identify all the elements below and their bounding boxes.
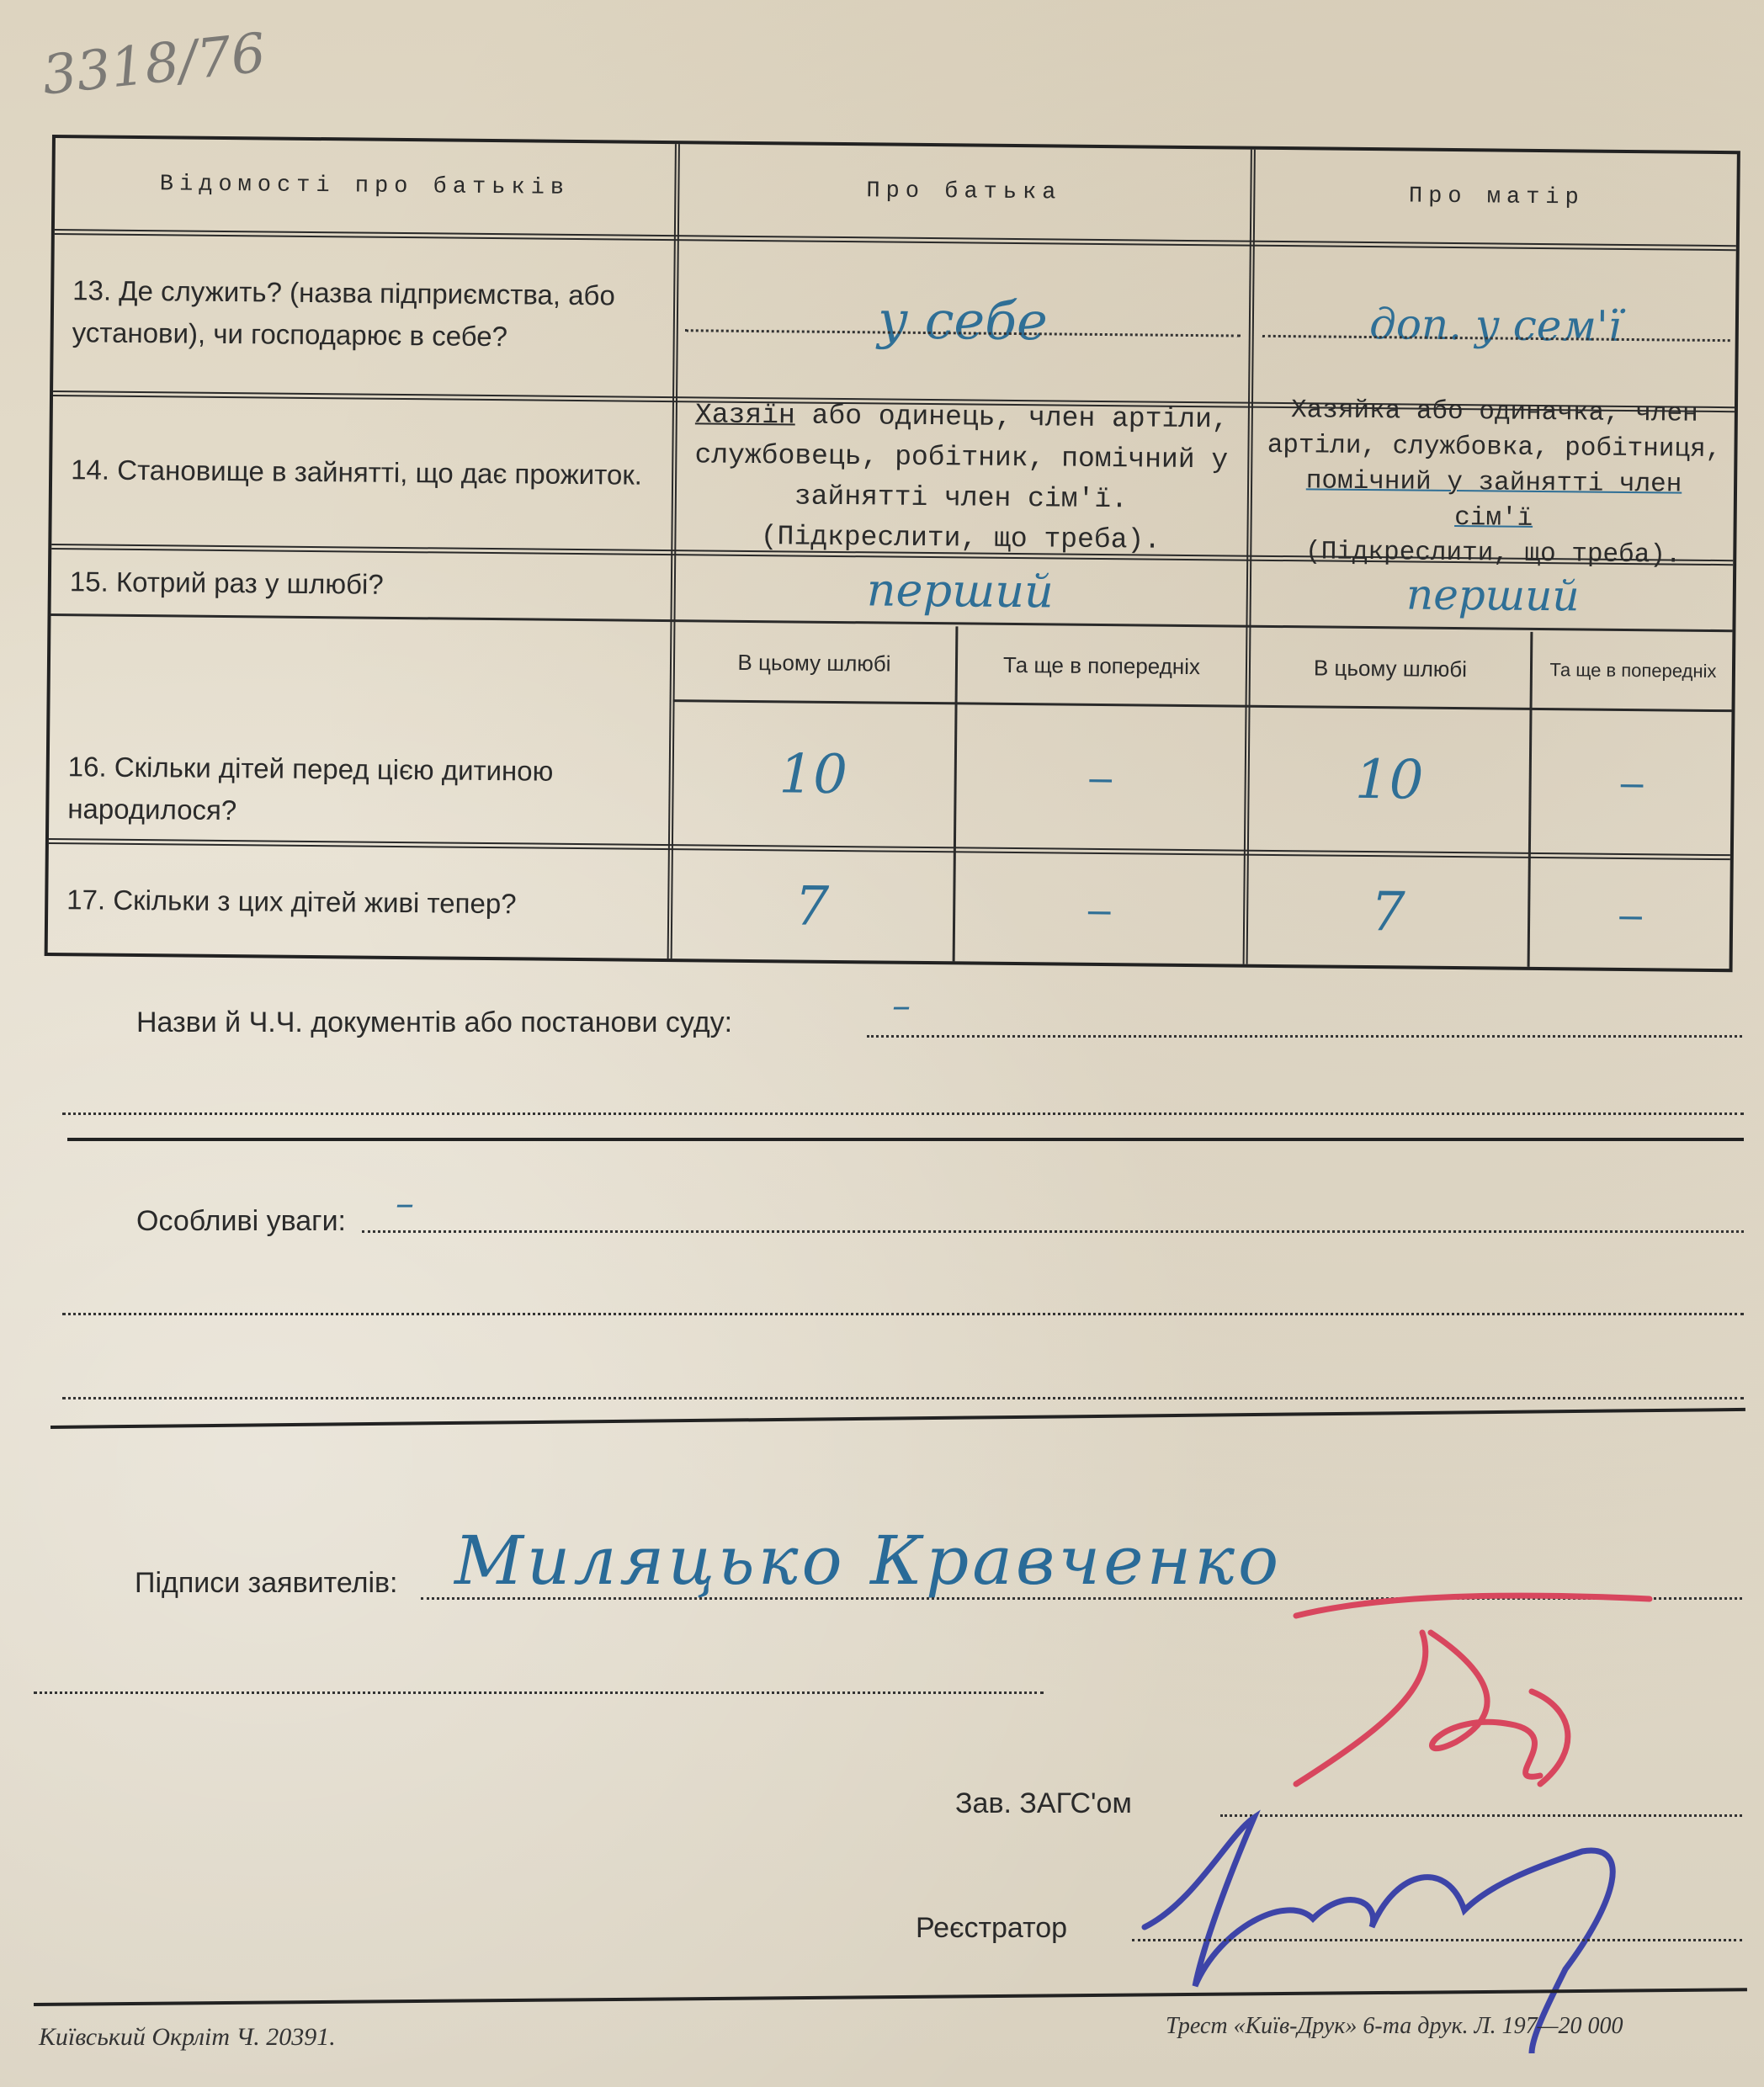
selected-option-owner: Хазяїн [694, 399, 795, 432]
header-parents-info: Відомості про батьків [159, 172, 571, 201]
registrar-line [1132, 1939, 1742, 1941]
documents-value: – [892, 985, 911, 1028]
red-signature-stroke [1296, 1596, 1650, 1784]
remarks-line [62, 1397, 1744, 1399]
answer-13-father: у себе [877, 288, 1049, 352]
answer-14-father [674, 401, 1248, 555]
answer-14-mother [1251, 396, 1736, 571]
footer-printer-info: Трест «Київ-Друк» 6-та друк. Л. 197—20 000 [1166, 2013, 1623, 2039]
registry-head-label: Зав. ЗАГС'ом [955, 1787, 1132, 1819]
section-divider [50, 1408, 1745, 1429]
signature-line [34, 1691, 1044, 1694]
question-15: 15. Котрий раз у шлюбі? [69, 566, 384, 600]
answer-16-mother-previous: – [1620, 760, 1644, 805]
answer-17-father-previous: – [1087, 887, 1111, 932]
answer-13-mother: доп. у сем'ї [1368, 300, 1622, 351]
selected-option-helping-member: помічний у зайнятті член сім'ї [1305, 466, 1682, 534]
parents-info-table [45, 135, 1740, 972]
answer-17-mother-this: 7 [1370, 881, 1405, 944]
subheader-mother-previous: Та ще в попередніх [1549, 659, 1717, 682]
documents-line [867, 1035, 1742, 1038]
answer-16-father-this: 10 [778, 743, 848, 807]
red-signature-mark [1262, 1582, 1683, 1809]
registrar-label: Реєстратор [916, 1912, 1068, 1944]
question-16: 16. Скільки дітей перед цією дитиною народилося? [67, 751, 554, 826]
header-about-father: Про батька [866, 178, 1062, 206]
applicants-signature: Миляцько Кравченко [454, 1521, 1283, 1600]
remarks-line [62, 1313, 1744, 1315]
remarks-label: Особливі уваги: [136, 1205, 347, 1237]
answer-15-father: перший [866, 562, 1055, 618]
documents-line [62, 1113, 1744, 1115]
answer-16-father-previous: – [1089, 755, 1113, 800]
mother-underline-note: (Підкреслити, що треба). [1304, 537, 1682, 571]
question-14: 14. Становище в зайнятті, що дає прожиток. [71, 454, 643, 491]
subheader-mother-this-marriage: В цьому шлюбі [1313, 655, 1468, 682]
remarks-line [362, 1230, 1744, 1233]
mother-occupation-options: Хазяйка або одиначка, член артіли, службовка, робітниця, [1267, 396, 1722, 465]
father-underline-note: (Підкреслити, що треба). [760, 521, 1161, 556]
signatures-label: Підписи заявителів: [135, 1567, 398, 1599]
remarks-value: – [396, 1182, 414, 1225]
header-about-mother: Про матір [1408, 183, 1585, 211]
answer-17-mother-previous: – [1619, 892, 1643, 937]
section-divider [67, 1138, 1744, 1141]
answer-17-father-this: 7 [794, 875, 830, 938]
documents-label: Назви й Ч.Ч. документів або постанови суду: [136, 1006, 733, 1038]
answer-15-mother: перший [1405, 570, 1580, 621]
subheader-father-previous: Та ще в попередніх [1002, 651, 1201, 680]
father-occupation-options: або одинець, член артіли, службовець, робітник, помічний у зайнятті член сім'ї. [694, 400, 1229, 516]
subheader-father-this-marriage: В цьому шлюбі [737, 649, 891, 677]
archive-number-mark: 3318/76 [39, 22, 269, 108]
footer-censor-number: Київський Окрліт Ч. 20391. [39, 2023, 336, 2051]
question-13: 13. Де служить? (назва підприємства, або установи), чи господарює в себе? [72, 274, 615, 353]
question-17: 17. Скільки з цих дітей живі тепер? [66, 884, 517, 920]
answer-16-mother-this: 10 [1354, 748, 1424, 812]
